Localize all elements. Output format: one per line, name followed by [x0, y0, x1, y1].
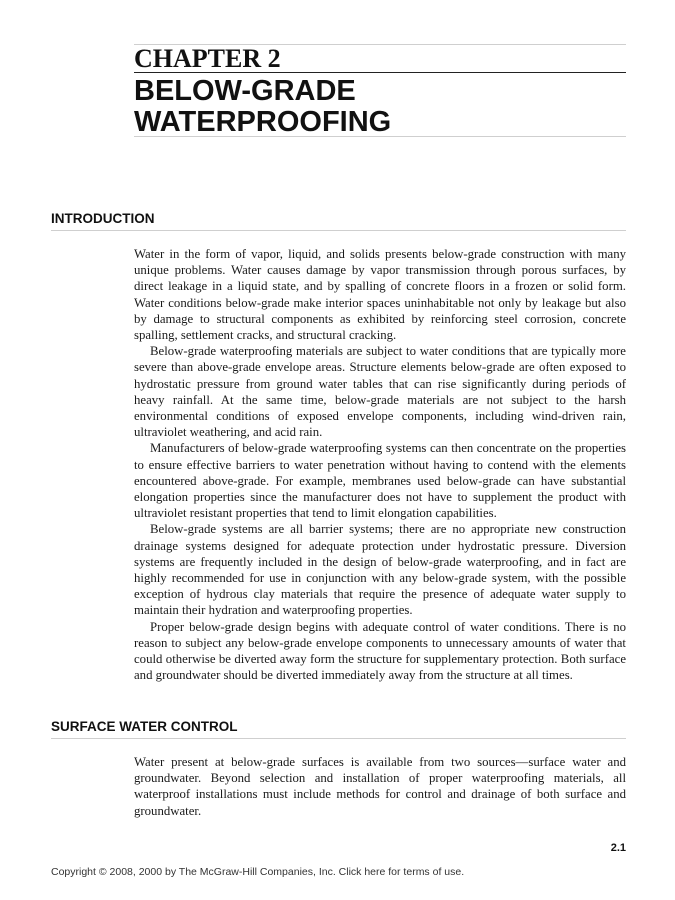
chapter-label: CHAPTER 2 — [134, 44, 281, 73]
introduction-body — [134, 246, 626, 683]
section-heading-surface-water-control: SURFACE WATER CONTROL — [51, 719, 238, 734]
chapter-bottom-rule — [134, 136, 626, 137]
paragraph: Below-grade systems are all barrier systems; there are no appropriate new construction drainage systems designed for adequate protection under hydrostatic pressure. Diversion systems are frequently included in the design of below-grade waterproofing, and in fact are highly recommended for use in conjunction with any below-grade system, with the possible exception of hydrous clay materials that require the presence of adequate water supply to maintain their hydration and waterproofing properties. — [134, 522, 626, 618]
introduction-heading-rule — [51, 230, 626, 231]
paragraph: Water present at below-grade surfaces is available from two sources—surface water and groundwater. Beyond selection and installation of proper waterproofing materials, all waterproof installations must include methods for control and drainage of both surface and groundwater. — [134, 755, 626, 818]
paragraph: Water in the form of vapor, liquid, and solids presents below-grade construction with many unique problems. Water causes damage by vapor transmission through porous surfaces, by direct leakage in a liquid state, and by spalling of concrete floors in a frozen or solid form. Water conditions below-grade make interior spaces uninhabitable not only by leakage but also by damage to structural components as exhibited by reinforcing steel corrosion, concrete spalling, settlement cracks, and structural cracking. — [134, 247, 626, 343]
chapter-label-rule — [134, 72, 626, 73]
paragraph: Proper below-grade design begins with adequate control of water conditions. There is no reason to subject any below-grade envelope components to unnecessary amounts of water that could otherwise be diverted away form the structure for supplementary protection. Both surface and groundwater should be diverted immediately away from the structure at all times. — [134, 619, 626, 683]
paragraph: Manufacturers of below-grade waterproofing systems can then concentrate on the properties to ensure effective barriers to water penetration without having to contend with the elements encountered above-grade. For example, membranes used below-grade can have substantial elongation properties since the manufacturer does not have to supplement the product with ultraviolet resistant properties that tend to limit elongation capabilities. — [134, 441, 626, 521]
chapter-title-line-2: WATERPROOFING — [134, 106, 392, 138]
copyright-link[interactable]: Copyright © 2008, 2000 by The McGraw-Hill Companies, Inc. Click here for terms of use. — [51, 866, 465, 878]
chapter-title — [134, 76, 634, 138]
chapter-title-line-1: BELOW-GRADE — [134, 75, 356, 107]
section-heading-introduction: INTRODUCTION — [51, 211, 155, 226]
surface-water-heading-rule — [51, 738, 626, 739]
page-number: 2.1 — [610, 842, 626, 854]
surface-water-body — [134, 754, 626, 819]
paragraph: Below-grade waterproofing materials are subject to water conditions that are typically more severe than above-grade envelope areas. Structure elements below-grade are often exposed to hydrostatic pressure from ground water tables that can rise significantly during periods of heavy rainfall. At the same time, below-grade materials are not subject to the harsh environmental conditions of exposed envelope components, including wind-driven rain, ultraviolet weathering, and acid rain. — [134, 344, 626, 440]
